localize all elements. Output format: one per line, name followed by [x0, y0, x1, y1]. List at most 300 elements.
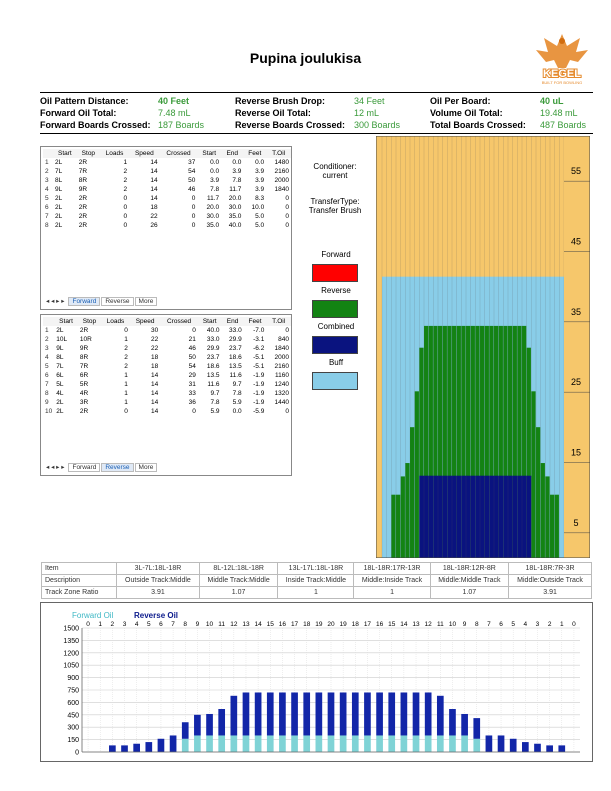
- reverse-oil-bar: [243, 692, 250, 735]
- table-cell[interactable]: 5: [45, 195, 49, 202]
- table-cell[interactable]: 3.9: [255, 177, 265, 184]
- forward-steps-table: [43, 149, 291, 230]
- x-tick-label: 1: [559, 621, 564, 628]
- combined-oil-board: [480, 476, 485, 558]
- table-cell[interactable]: 2L: [56, 399, 64, 406]
- table-cell[interactable]: 30: [151, 327, 159, 334]
- combined-oil-board: [457, 476, 462, 558]
- forward-oil-bar: [449, 735, 456, 752]
- table-cell[interactable]: 1: [124, 390, 128, 397]
- page-title: Pupina joulukisa: [249, 50, 362, 66]
- table-cell[interactable]: 7.8: [210, 186, 220, 193]
- legend-swatch: [312, 372, 358, 390]
- table-cell[interactable]: 46: [188, 186, 196, 193]
- table-cell[interactable]: 35.0: [228, 213, 242, 220]
- table-cell[interactable]: 0: [191, 195, 196, 202]
- table-cell[interactable]: 23.7: [229, 345, 242, 352]
- x-tick-label: 2: [110, 621, 115, 628]
- table-cell[interactable]: 33.0: [229, 327, 242, 334]
- table-cell[interactable]: 2R: [78, 159, 88, 166]
- table-cell[interactable]: 22: [150, 213, 158, 220]
- summary-label: Oil Pattern Distance:: [40, 96, 129, 106]
- table-cell[interactable]: -5.1: [253, 363, 265, 370]
- table-cell[interactable]: 14: [150, 186, 158, 193]
- x-tick-label: 17: [363, 621, 372, 628]
- reverse-oil-bar: [230, 696, 237, 736]
- tab-more[interactable]: More: [135, 463, 158, 472]
- table-cell[interactable]: 9L: [56, 345, 64, 352]
- table-cell[interactable]: 2L: [55, 222, 63, 229]
- column-header: Stop: [77, 149, 100, 158]
- table-cell[interactable]: 29.9: [206, 345, 220, 352]
- x-tick-label: 4: [523, 621, 528, 628]
- column-header: End: [221, 149, 243, 158]
- combined-oil-board: [499, 476, 504, 558]
- forward-oil-bar: [328, 735, 335, 752]
- column-header: Stop: [78, 317, 101, 326]
- table-cell[interactable]: 2L: [56, 327, 64, 334]
- table-cell[interactable]: 2L: [55, 159, 63, 166]
- y-tick-label: 900: [67, 675, 79, 683]
- column-header: Feet: [243, 149, 266, 158]
- table-cell[interactable]: 50: [188, 177, 196, 184]
- x-tick-label: 5: [511, 621, 516, 628]
- table-cell[interactable]: 5.0: [255, 213, 265, 220]
- table-cell[interactable]: 2R: [78, 222, 88, 229]
- table-cell[interactable]: 8R: [79, 354, 89, 361]
- combined-oil-board: [513, 476, 518, 558]
- forward-oil-bar: [401, 735, 408, 752]
- table-cell[interactable]: 35.0: [206, 222, 220, 229]
- table-cell[interactable]: 4R: [79, 390, 89, 397]
- x-tick-label: 12: [230, 621, 238, 628]
- oil-graph: [40, 602, 593, 762]
- table-cell[interactable]: 18.6: [229, 354, 242, 361]
- table-cell[interactable]: 6L: [56, 372, 64, 379]
- table-cell[interactable]: 4: [45, 186, 49, 193]
- table-cell[interactable]: 1: [45, 327, 49, 334]
- table-cell[interactable]: 0: [285, 204, 289, 211]
- table-cell[interactable]: -5.1: [253, 354, 265, 361]
- combined-oil-board: [494, 476, 499, 558]
- table-cell[interactable]: 3.9: [255, 168, 265, 175]
- forward-steps-panel: [40, 146, 292, 310]
- table-cell[interactable]: 36: [188, 399, 196, 406]
- tab-forward[interactable]: Forward: [68, 297, 100, 306]
- table-cell[interactable]: 0: [192, 327, 196, 334]
- table-cell[interactable]: 3.9: [210, 177, 220, 184]
- table-cell[interactable]: 0.0: [210, 159, 220, 166]
- zone-row: [42, 563, 592, 575]
- table-cell[interactable]: 7.8: [210, 399, 220, 406]
- table-cell[interactable]: 2000: [274, 177, 289, 184]
- reverse-oil-bar: [510, 739, 517, 752]
- table-cell[interactable]: 20.0: [206, 204, 220, 211]
- table-cell[interactable]: 0: [123, 222, 128, 229]
- table-cell[interactable]: 11.6: [229, 372, 242, 379]
- y-tick-label: 750: [67, 687, 79, 695]
- table-cell[interactable]: 13.5: [206, 372, 220, 379]
- table-cell[interactable]: 8: [45, 390, 49, 397]
- table-cell[interactable]: 6R: [79, 372, 89, 379]
- forward-oil-bar: [425, 735, 432, 752]
- table-cell[interactable]: 2R: [78, 204, 88, 211]
- feet-tick-label: 45: [570, 236, 582, 247]
- zone-row: [42, 587, 592, 599]
- column-header: Speed: [129, 149, 160, 158]
- summary-value: 40 uL: [540, 96, 564, 106]
- table-cell[interactable]: 6: [45, 204, 49, 211]
- table-cell[interactable]: 0: [285, 213, 289, 220]
- table-cell[interactable]: -1.9: [253, 381, 265, 388]
- table-cell[interactable]: 1840: [274, 186, 289, 193]
- forward-oil-bar: [316, 735, 323, 752]
- x-tick-label: 6: [159, 621, 163, 628]
- reverse-oil-bar: [328, 692, 335, 735]
- x-tick-label: 19: [339, 621, 347, 628]
- zone-cell: 1: [278, 587, 354, 599]
- table-cell[interactable]: 8R: [78, 177, 88, 184]
- table-cell[interactable]: 11.7: [206, 195, 220, 202]
- conditioner-label-block: [280, 162, 390, 180]
- table-cell[interactable]: 8.3: [255, 195, 265, 202]
- table-cell[interactable]: 7.8: [232, 390, 242, 397]
- table-cell[interactable]: 7R: [79, 363, 89, 370]
- x-tick-label: 8: [183, 621, 188, 628]
- table-cell[interactable]: 1: [45, 159, 49, 166]
- table-cell[interactable]: 0: [192, 408, 196, 415]
- table-cell[interactable]: 26: [150, 222, 158, 229]
- table-cell[interactable]: 13.5: [229, 363, 242, 370]
- table-cell[interactable]: 2L: [55, 213, 63, 220]
- table-cell[interactable]: 3.9: [255, 186, 265, 193]
- table-cell[interactable]: 0: [123, 195, 128, 202]
- table-cell[interactable]: 9.7: [232, 381, 242, 388]
- table-cell[interactable]: 2: [124, 363, 128, 370]
- zone-cell: 1.07: [430, 587, 509, 599]
- table-cell[interactable]: 2: [45, 168, 49, 175]
- table-cell[interactable]: 31: [188, 381, 196, 388]
- feet-scale: [564, 136, 590, 558]
- table-cell[interactable]: 6: [45, 372, 49, 379]
- table-cell[interactable]: 5: [45, 363, 49, 370]
- table-cell[interactable]: -1.9: [253, 399, 265, 406]
- table-row: [43, 185, 291, 194]
- forward-oil-bar: [206, 735, 213, 752]
- x-tick-label: 0: [86, 621, 90, 628]
- table-cell[interactable]: 18: [151, 363, 159, 370]
- table-cell[interactable]: 0: [285, 327, 289, 334]
- table-cell[interactable]: 14: [151, 390, 159, 397]
- table-cell[interactable]: 18.6: [206, 363, 220, 370]
- legend-swatch: [312, 300, 358, 318]
- feet-tick-label: 15: [570, 447, 582, 458]
- table-cell[interactable]: 21: [188, 336, 196, 343]
- table-cell[interactable]: 3.9: [232, 168, 242, 175]
- summary-value: 19.48 mL: [540, 108, 578, 118]
- table-cell[interactable]: 7L: [55, 168, 63, 175]
- column-header: Speed: [130, 317, 160, 326]
- summary-label: Reverse Oil Total:: [235, 108, 311, 118]
- table-cell[interactable]: 0.0: [232, 159, 242, 166]
- table-cell[interactable]: 29.9: [229, 336, 242, 343]
- reverse-oil-bar: [218, 709, 225, 735]
- table-cell[interactable]: 0.0: [210, 168, 220, 175]
- table-cell[interactable]: 22: [151, 336, 159, 343]
- reverse-oil-bar: [267, 692, 274, 735]
- table-cell[interactable]: 1: [124, 399, 128, 406]
- table-cell[interactable]: 0: [191, 222, 196, 229]
- table-cell[interactable]: 9R: [79, 345, 89, 352]
- table-cell[interactable]: 37: [188, 159, 196, 166]
- zone-cell: Middle:Inside Track: [354, 575, 430, 587]
- x-tick-label: 17: [290, 621, 299, 628]
- table-cell[interactable]: 2R: [79, 408, 89, 415]
- combined-oil-board: [485, 476, 490, 558]
- table-cell[interactable]: 2: [123, 186, 128, 193]
- table-cell[interactable]: 2L: [55, 204, 63, 211]
- table-cell[interactable]: 2160: [274, 363, 289, 370]
- table-cell[interactable]: 0: [285, 222, 289, 229]
- table-cell[interactable]: 5L: [56, 381, 64, 388]
- table-cell[interactable]: 46: [188, 345, 196, 352]
- table-cell[interactable]: 4: [45, 354, 49, 361]
- summary-value: 487 Boards: [540, 120, 587, 130]
- table-cell[interactable]: 40.0: [228, 222, 242, 229]
- table-cell[interactable]: 5.9: [232, 399, 242, 406]
- forward-oil-bar: [473, 739, 480, 752]
- table-cell[interactable]: 840: [278, 336, 289, 343]
- table-cell[interactable]: 1: [124, 381, 128, 388]
- table-cell[interactable]: 10.0: [251, 204, 265, 211]
- table-cell[interactable]: 20.0: [228, 195, 242, 202]
- forward-oil-bar: [182, 739, 189, 752]
- table-cell[interactable]: 14: [151, 408, 159, 415]
- table-cell[interactable]: 14: [151, 381, 159, 388]
- table-cell[interactable]: 8: [45, 222, 49, 229]
- table-cell[interactable]: 7: [45, 213, 49, 220]
- table-cell[interactable]: 0: [123, 204, 128, 211]
- table-cell[interactable]: 1: [123, 159, 128, 166]
- summary-label: Forward Boards Crossed:: [40, 120, 151, 130]
- table-cell[interactable]: 54: [188, 363, 196, 370]
- table-cell[interactable]: 14: [151, 399, 159, 406]
- table-row: [43, 389, 291, 398]
- summary-value: 187 Boards: [158, 120, 205, 130]
- table-cell[interactable]: -3.1: [253, 336, 265, 343]
- y-tick-label: 1200: [63, 650, 79, 658]
- table-cell[interactable]: 2: [124, 345, 128, 352]
- tab-scroll-arrows-icon[interactable]: ◂ ◂ ▸ ▸: [46, 464, 65, 471]
- table-cell[interactable]: 2R: [79, 327, 89, 334]
- table-cell[interactable]: 30.0: [206, 213, 220, 220]
- table-cell[interactable]: 2R: [78, 195, 88, 202]
- summary-label: Reverse Brush Drop:: [235, 96, 326, 106]
- table-cell[interactable]: -1.9: [253, 390, 265, 397]
- x-tick-label: 3: [122, 621, 127, 628]
- combined-oil-board: [452, 476, 457, 558]
- table-cell[interactable]: 2: [123, 177, 128, 184]
- logo-tagline: BUILT FOR BOWLING: [541, 80, 583, 85]
- table-cell[interactable]: 14: [151, 372, 159, 379]
- table-cell[interactable]: 1320: [274, 390, 289, 397]
- combined-oil-board: [522, 476, 527, 558]
- reverse-oil-bar: [461, 714, 468, 735]
- header-rule-top: [40, 92, 593, 93]
- table-cell[interactable]: 1160: [275, 372, 289, 379]
- tab-reverse[interactable]: Reverse: [101, 297, 133, 306]
- table-cell[interactable]: 14: [150, 177, 158, 184]
- table-cell[interactable]: 0.0: [232, 408, 242, 415]
- table-cell[interactable]: 4L: [56, 390, 64, 397]
- summary-value: 7.48 mL: [158, 108, 191, 118]
- x-tick-label: 3: [535, 621, 540, 628]
- table-cell[interactable]: 23.7: [206, 354, 220, 361]
- table-cell[interactable]: 9R: [78, 186, 88, 193]
- table-cell[interactable]: 54: [188, 168, 196, 175]
- table-cell[interactable]: 2000: [274, 354, 289, 361]
- x-tick-label: 0: [572, 621, 576, 628]
- reverse-oil-bar: [449, 709, 456, 735]
- table-cell[interactable]: 22: [151, 345, 159, 352]
- forward-oil-bar: [279, 735, 286, 752]
- table-cell[interactable]: 1840: [274, 345, 289, 352]
- table-cell[interactable]: 0: [123, 213, 128, 220]
- column-header: Loads: [101, 317, 130, 326]
- table-cell[interactable]: 9: [45, 399, 49, 406]
- table-cell[interactable]: 10L: [56, 336, 68, 343]
- reverse-oil-board: [391, 495, 395, 558]
- table-cell[interactable]: 5R: [79, 381, 89, 388]
- combined-oil-board: [429, 476, 434, 558]
- x-tick-label: 11: [218, 621, 226, 628]
- x-tick-label: 12: [424, 621, 432, 628]
- table-cell[interactable]: 1480: [274, 159, 289, 166]
- table-cell[interactable]: 33: [188, 390, 196, 397]
- forward-oil-bar: [340, 735, 347, 752]
- table-cell[interactable]: 0: [285, 195, 289, 202]
- table-cell[interactable]: 1: [124, 372, 128, 379]
- x-tick-label: 5: [146, 621, 151, 628]
- summary-label: Forward Oil Total:: [40, 108, 117, 118]
- table-cell[interactable]: 2: [123, 168, 128, 175]
- table-cell[interactable]: 2160: [274, 168, 289, 175]
- table-cell[interactable]: 33.0: [206, 336, 220, 343]
- combined-oil-board: [447, 476, 452, 558]
- table-cell[interactable]: 2: [124, 354, 128, 361]
- table-cell[interactable]: 7R: [78, 168, 88, 175]
- table-cell[interactable]: 2L: [56, 408, 64, 415]
- zone-cell: 1: [354, 587, 430, 599]
- table-cell[interactable]: 3: [45, 177, 49, 184]
- table-cell[interactable]: 7: [45, 381, 49, 388]
- x-tick-label: 1: [98, 621, 103, 628]
- table-cell[interactable]: 9L: [55, 186, 63, 193]
- x-tick-label: 14: [254, 621, 262, 628]
- logo-text: KEGEL: [543, 68, 581, 80]
- zone-cell: Middle Track:Middle: [199, 575, 278, 587]
- table-cell[interactable]: 29: [188, 372, 196, 379]
- table-cell[interactable]: 14: [150, 168, 158, 175]
- transfer-value: Transfer Brush: [308, 206, 362, 215]
- forward-oil-bar: [413, 735, 420, 752]
- reverse-oil-bar: [498, 735, 505, 752]
- table-cell[interactable]: 1: [124, 336, 128, 343]
- table-row: [43, 194, 291, 203]
- reverse-oil-board: [541, 463, 545, 558]
- combined-oil-board: [419, 476, 424, 558]
- table-cell[interactable]: 30.0: [228, 204, 242, 211]
- table-cell[interactable]: 0: [124, 327, 128, 334]
- table-cell[interactable]: 1440: [274, 399, 289, 406]
- table-cell[interactable]: 0.0: [255, 159, 265, 166]
- table-cell[interactable]: 10: [45, 408, 53, 415]
- table-cell[interactable]: 7.8: [232, 177, 242, 184]
- tab-reverse[interactable]: Reverse: [101, 463, 133, 472]
- table-cell[interactable]: -5.9: [253, 408, 265, 415]
- table-cell[interactable]: -7.0: [253, 327, 265, 334]
- x-tick-label: 7: [171, 621, 175, 628]
- table-cell[interactable]: 8L: [56, 354, 64, 361]
- tab-scroll-arrows-icon[interactable]: ◂ ◂ ▸ ▸: [46, 298, 65, 305]
- table-cell[interactable]: 3R: [79, 399, 89, 406]
- table-cell[interactable]: 14: [150, 195, 158, 202]
- combined-oil-board: [508, 476, 513, 558]
- conditioner-label: Conditioner:: [313, 162, 357, 171]
- combined-oil-board: [489, 476, 494, 558]
- table-cell[interactable]: 0: [191, 204, 196, 211]
- table-cell[interactable]: 9.7: [210, 390, 220, 397]
- table-cell[interactable]: -1.9: [253, 372, 265, 379]
- reverse-oil-bar: [133, 744, 140, 752]
- table-cell[interactable]: 2L: [55, 195, 63, 202]
- table-cell[interactable]: 14: [150, 159, 158, 166]
- table-cell[interactable]: 10R: [79, 336, 92, 343]
- legend-swatch: [312, 336, 358, 354]
- table-cell[interactable]: 5.9: [210, 408, 220, 415]
- table-cell[interactable]: 50: [188, 354, 196, 361]
- table-cell[interactable]: -6.2: [253, 345, 265, 352]
- table-cell[interactable]: 40.0: [206, 327, 220, 334]
- table-cell[interactable]: 7L: [56, 363, 64, 370]
- table-cell[interactable]: 11.6: [207, 381, 220, 388]
- summary-label: Reverse Boards Crossed:: [235, 120, 346, 130]
- table-cell[interactable]: 11.7: [229, 186, 242, 193]
- reverse-oil-bar: [534, 744, 541, 752]
- table-row: [43, 362, 291, 371]
- table-cell[interactable]: 8L: [55, 177, 63, 184]
- table-cell[interactable]: 1240: [274, 381, 289, 388]
- forward-oil-bar: [461, 735, 468, 752]
- x-tick-label: 2: [547, 621, 552, 628]
- zone-cell: Middle:Outside Track: [509, 575, 592, 587]
- summary-label: Oil Per Board:: [430, 96, 491, 106]
- table-cell[interactable]: 3: [45, 345, 49, 352]
- tab-more[interactable]: More: [135, 297, 158, 306]
- table-cell[interactable]: 0: [124, 408, 128, 415]
- table-cell[interactable]: 0: [191, 213, 196, 220]
- table-cell[interactable]: 2: [45, 336, 49, 343]
- zone-cell: 3.91: [509, 587, 592, 599]
- table-cell[interactable]: 18: [150, 204, 158, 211]
- table-cell[interactable]: 18: [151, 354, 159, 361]
- table-cell[interactable]: 5.0: [255, 222, 265, 229]
- table-row: [43, 221, 291, 230]
- legend-swatch: [312, 264, 358, 282]
- table-cell[interactable]: 2R: [78, 213, 88, 220]
- table-cell[interactable]: 0: [285, 408, 289, 415]
- tab-forward[interactable]: Forward: [68, 463, 100, 472]
